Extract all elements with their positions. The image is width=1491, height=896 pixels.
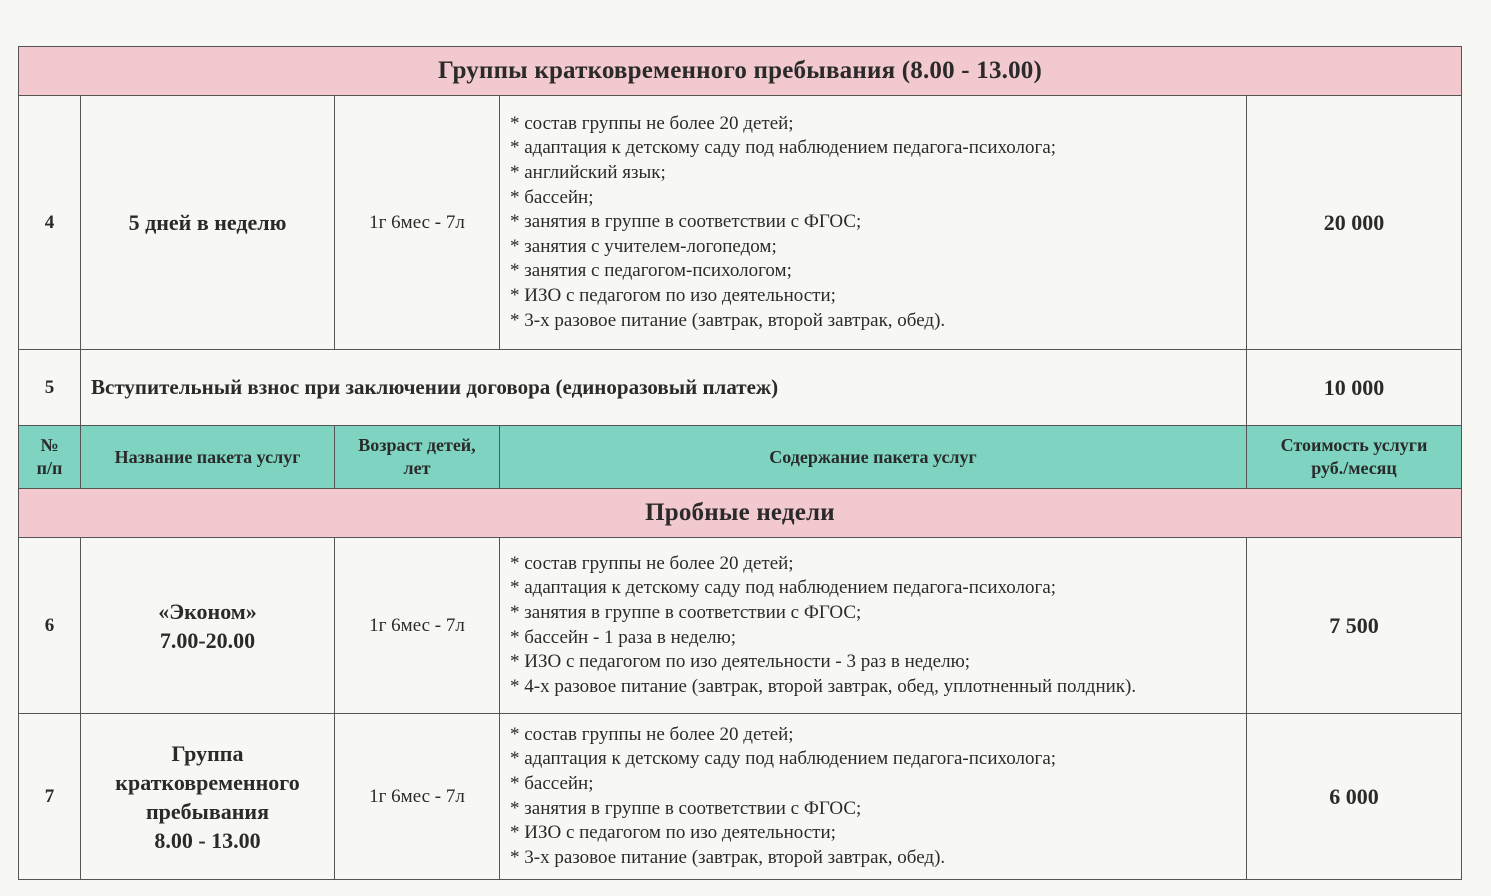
row-number: 5 [19,350,81,426]
package-name [81,714,335,880]
list-item: * занятия с учителем-логопедом; [510,235,777,257]
header-age [335,426,500,489]
list-item: * 4-х разовое питание (завтрак, второй завтрак, обед, уплотненный полдник). [510,675,1137,697]
section-short-stay-row [19,47,1462,96]
list-item: * 3-х разовое питание (завтрак, второй завтрак, обед). [510,309,946,331]
package-name-line: «Эконом» [158,598,257,624]
list-item: * занятия в группе в соответствии с ФГОС; [510,601,862,623]
section-title-trial: Пробные недели [19,489,1462,538]
package-name [81,538,335,714]
list-item: * занятия в группе в соответствии с ФГОС; [510,797,862,819]
service-price: 6 000 [1247,714,1462,880]
header-price-line: Стоимость услуги [1280,435,1428,455]
list-item: * адаптация к детскому саду под наблюдением педагога-психолога; [510,137,1057,159]
list-item: * ИЗО с педагогом по изо деятельности - 3 раз в неделю; [510,651,971,673]
table-row [19,96,1462,350]
section-title-short-stay: Группы кратковременного пребывания (8.00 - 13.00) [19,47,1462,96]
list-item: * английский язык; [510,162,666,184]
package-content [500,96,1247,350]
row-number: 6 [19,538,81,714]
package-name-line: 7.00-20.00 [159,627,256,653]
header-price [1247,426,1462,489]
list-item: * 3-х разовое питание (завтрак, второй завтрак, обед). [510,846,946,868]
children-age: 1г 6мес - 7л [335,538,500,714]
content-list [510,723,1236,871]
section-trial-row [19,489,1462,538]
list-item: * состав группы не более 20 детей; [510,552,794,574]
header-number-line: № [40,435,59,455]
price-table [18,46,1462,880]
table-row [19,714,1462,880]
table-row [19,350,1462,426]
list-item: * ИЗО с педагогом по изо деятельности; [510,284,836,306]
children-age: 1г 6мес - 7л [335,96,500,350]
service-price: 10 000 [1247,350,1462,426]
content-list [510,552,1236,700]
header-age-line: лет [403,458,431,478]
package-name-line: пребывания [146,798,269,824]
table-header-row [19,426,1462,489]
list-item: * состав группы не более 20 детей; [510,112,794,134]
list-item: * бассейн; [510,186,594,208]
list-item: * адаптация к детскому саду под наблюдением педагога-психолога; [510,748,1057,770]
header-content: Содержание пакета услуг [500,426,1247,489]
list-item: * занятия в группе в соответствии с ФГОС; [510,211,862,233]
content-list [510,112,1236,333]
package-content [500,714,1247,880]
list-item: * ИЗО с педагогом по изо деятельности; [510,822,836,844]
package-name-line: 5 дней в неделю [128,210,287,235]
package-name-line: 8.00 - 13.00 [154,827,261,853]
service-price: 7 500 [1247,538,1462,714]
list-item: * бассейн - 1 раза в неделю; [510,626,737,648]
header-number [19,426,81,489]
header-package: Название пакета услуг [81,426,335,489]
package-name-line: кратковременного [115,769,300,795]
package-name-line: Группа [171,740,244,766]
header-price-line: руб./месяц [1311,458,1397,478]
entry-fee-label: Вступительный взнос при заключении договора (единоразовый платеж) [81,350,1247,426]
service-price: 20 000 [1247,96,1462,350]
header-age-line: Возраст детей, [358,435,476,455]
price-table-sheet [18,46,1461,880]
list-item: * бассейн; [510,772,594,794]
list-item: * занятия с педагогом-психологом; [510,260,792,282]
package-content [500,538,1247,714]
package-name [81,96,335,350]
list-item: * адаптация к детскому саду под наблюдением педагога-психолога; [510,577,1057,599]
header-number-line: п/п [36,458,63,478]
row-number: 4 [19,96,81,350]
list-item: * состав группы не более 20 детей; [510,723,794,745]
row-number: 7 [19,714,81,880]
table-row [19,538,1462,714]
children-age: 1г 6мес - 7л [335,714,500,880]
